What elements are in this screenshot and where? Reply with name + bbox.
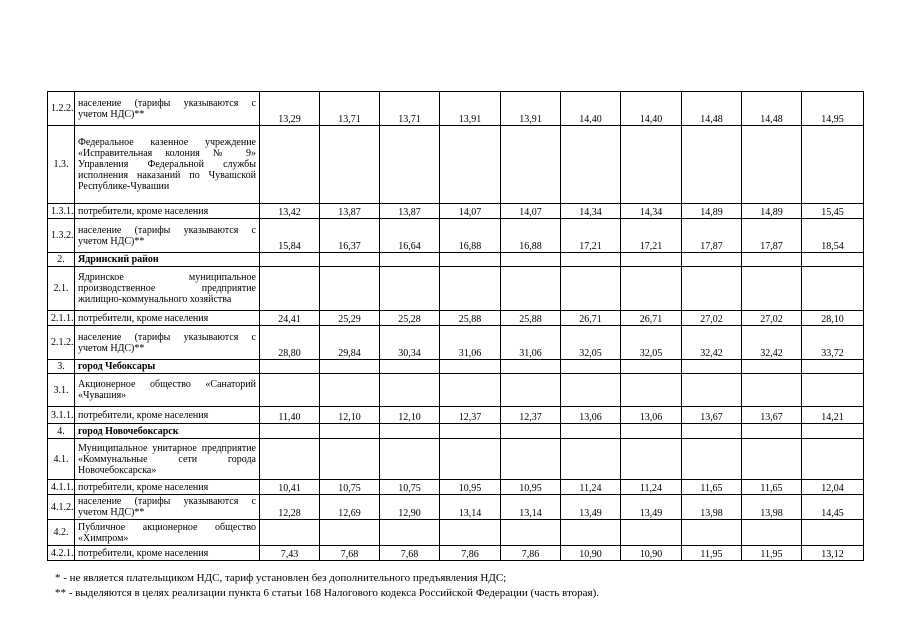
table-row: [48, 480, 864, 495]
tariff-value-cell: [561, 424, 621, 439]
row-number: 1.2.2.: [48, 92, 75, 126]
tariff-value-cell: [561, 439, 621, 480]
table-row: [48, 495, 864, 520]
tariff-value-cell: 33,72: [802, 326, 864, 360]
row-number: 1.3.: [48, 126, 75, 204]
tariff-value-cell: 14,34: [621, 204, 682, 219]
row-number: 3.1.1.: [48, 407, 75, 424]
tariff-value-cell: 17,21: [561, 219, 621, 253]
table-row: [48, 219, 864, 253]
tariff-value-cell: 28,80: [260, 326, 320, 360]
tariff-value-cell: [260, 439, 320, 480]
tariff-value-cell: 13,67: [682, 407, 742, 424]
tariff-value-cell: 17,87: [682, 219, 742, 253]
tariff-value-cell: [802, 126, 864, 204]
tariff-value-cell: [561, 360, 621, 374]
tariff-value-cell: 31,06: [501, 326, 561, 360]
tariff-value-cell: [621, 126, 682, 204]
tariff-value-cell: 17,87: [742, 219, 802, 253]
tariff-value-cell: 13,42: [260, 204, 320, 219]
tariff-value-cell: 11,24: [621, 480, 682, 495]
tariff-value-cell: 10,41: [260, 480, 320, 495]
tariff-value-cell: [621, 374, 682, 407]
tariff-value-cell: 32,42: [742, 326, 802, 360]
tariff-value-cell: 11,95: [742, 546, 802, 561]
tariff-value-cell: 13,71: [320, 92, 380, 126]
tariff-value-cell: [621, 360, 682, 374]
table-row: [48, 253, 864, 267]
tariff-value-cell: [682, 267, 742, 311]
tariff-value-cell: 11,40: [260, 407, 320, 424]
tariff-value-cell: [320, 424, 380, 439]
tariff-value-cell: [802, 520, 864, 546]
row-description: потребители, кроме населения: [75, 204, 260, 219]
tariff-value-cell: 18,54: [802, 219, 864, 253]
row-number: 4.2.1.: [48, 546, 75, 561]
row-number: 4.1.: [48, 439, 75, 480]
tariff-value-cell: [501, 424, 561, 439]
row-number: 3.: [48, 360, 75, 374]
tariff-value-cell: [802, 439, 864, 480]
row-description: население (тарифы указываются с учетом НДС)**: [75, 92, 260, 126]
row-description: Федеральное казенное учреждение «Исправительная колония № 9» Управления Федеральной службы исполнения наказаний по Чувашской Республике-Чувашии: [75, 126, 260, 204]
row-description: Муниципальное унитарное предприятие «Коммунальные сети города Новочебоксарска»: [75, 439, 260, 480]
tariff-value-cell: [380, 439, 440, 480]
tariff-value-cell: 14,95: [802, 92, 864, 126]
tariff-value-cell: [380, 520, 440, 546]
tariff-value-cell: 11,65: [682, 480, 742, 495]
tariff-value-cell: 26,71: [621, 311, 682, 326]
tariff-value-cell: [802, 253, 864, 267]
table-row: [48, 424, 864, 439]
tariff-value-cell: 32,05: [621, 326, 682, 360]
tariff-value-cell: 16,88: [440, 219, 501, 253]
row-description: население (тарифы указываются с учетом НДС)**: [75, 495, 260, 520]
row-number: 4.1.1.: [48, 480, 75, 495]
row-description: потребители, кроме населения: [75, 311, 260, 326]
tariff-value-cell: 13,98: [742, 495, 802, 520]
tariff-value-cell: [621, 253, 682, 267]
tariff-value-cell: [501, 267, 561, 311]
row-description: Публичное акционерное общество «Химпром»: [75, 520, 260, 546]
tariff-value-cell: 16,37: [320, 219, 380, 253]
tariff-value-cell: [561, 374, 621, 407]
tariff-value-cell: 13,71: [380, 92, 440, 126]
tariff-value-cell: 28,10: [802, 311, 864, 326]
tariff-value-cell: [682, 424, 742, 439]
tariff-value-cell: [802, 360, 864, 374]
tariff-value-cell: 13,14: [440, 495, 501, 520]
tariff-value-cell: [742, 253, 802, 267]
tariff-value-cell: 13,49: [561, 495, 621, 520]
tariff-value-cell: [561, 126, 621, 204]
tariff-value-cell: [260, 253, 320, 267]
tariff-value-cell: 31,06: [440, 326, 501, 360]
tariff-value-cell: [802, 267, 864, 311]
table-row: [48, 360, 864, 374]
tariff-value-cell: 14,48: [682, 92, 742, 126]
tariff-value-cell: [380, 374, 440, 407]
tariff-value-cell: 11,95: [682, 546, 742, 561]
tariff-value-cell: 12,10: [320, 407, 380, 424]
tariff-value-cell: [440, 126, 501, 204]
tariff-value-cell: [260, 424, 320, 439]
tariff-value-cell: [440, 253, 501, 267]
tariff-value-cell: [621, 439, 682, 480]
tariff-value-cell: 29,84: [320, 326, 380, 360]
tariff-value-cell: [501, 439, 561, 480]
row-number: 4.1.2.: [48, 495, 75, 520]
tariff-value-cell: [260, 374, 320, 407]
tariff-value-cell: [742, 439, 802, 480]
row-number: 2.1.1.: [48, 311, 75, 326]
tariff-value-cell: 25,88: [501, 311, 561, 326]
tariff-value-cell: [802, 374, 864, 407]
tariff-value-cell: 14,34: [561, 204, 621, 219]
tariff-value-cell: [742, 374, 802, 407]
tariff-value-cell: 10,75: [320, 480, 380, 495]
tariff-value-cell: [440, 267, 501, 311]
footnote-vat-allocated: ** - выделяются в целях реализации пункта 6 статьи 168 Налогового кодекса Российской Федерации (часть вторая).: [55, 587, 599, 599]
footnote-vat-exempt: * - не является плательщиком НДС, тариф установлен без дополнительного предъявления НДС;: [55, 572, 507, 584]
tariff-value-cell: 15,45: [802, 204, 864, 219]
tariff-value-cell: 27,02: [742, 311, 802, 326]
tariff-value-cell: [440, 374, 501, 407]
tariff-value-cell: 13,91: [440, 92, 501, 126]
table-row: [48, 326, 864, 360]
tariff-value-cell: 13,12: [802, 546, 864, 561]
tariff-value-cell: [682, 374, 742, 407]
tariff-value-cell: [561, 267, 621, 311]
tariff-value-cell: [742, 126, 802, 204]
tariff-value-cell: [440, 424, 501, 439]
tariff-value-cell: [380, 126, 440, 204]
tariff-value-cell: 13,29: [260, 92, 320, 126]
tariff-value-cell: 10,75: [380, 480, 440, 495]
tariff-value-cell: 12,28: [260, 495, 320, 520]
tariff-value-cell: [561, 520, 621, 546]
tariff-value-cell: 14,89: [742, 204, 802, 219]
tariff-value-cell: 24,41: [260, 311, 320, 326]
tariff-value-cell: [682, 360, 742, 374]
tariff-value-cell: [682, 253, 742, 267]
table-row: [48, 92, 864, 126]
tariff-value-cell: [380, 253, 440, 267]
tariff-value-cell: 16,88: [501, 219, 561, 253]
table-row: [48, 546, 864, 561]
tariff-value-cell: 7,86: [501, 546, 561, 561]
tariff-value-cell: 13,87: [380, 204, 440, 219]
row-description: потребители, кроме населения: [75, 546, 260, 561]
tariff-table-body: [48, 92, 864, 561]
footnotes: [55, 571, 599, 601]
tariff-value-cell: [320, 374, 380, 407]
tariff-value-cell: 14,21: [802, 407, 864, 424]
tariff-value-cell: [260, 126, 320, 204]
tariff-value-cell: 13,06: [621, 407, 682, 424]
tariff-value-cell: 13,98: [682, 495, 742, 520]
tariff-value-cell: 25,28: [380, 311, 440, 326]
tariff-value-cell: [682, 126, 742, 204]
tariff-value-cell: [320, 439, 380, 480]
tariff-value-cell: [320, 267, 380, 311]
tariff-value-cell: 7,86: [440, 546, 501, 561]
tariff-value-cell: [320, 253, 380, 267]
tariff-value-cell: 10,90: [561, 546, 621, 561]
tariff-value-cell: 14,40: [561, 92, 621, 126]
tariff-value-cell: [440, 360, 501, 374]
row-number: 2.: [48, 253, 75, 267]
row-number: 2.1.: [48, 267, 75, 311]
tariff-value-cell: [501, 126, 561, 204]
tariff-value-cell: 17,21: [621, 219, 682, 253]
tariff-value-cell: 13,91: [501, 92, 561, 126]
tariff-value-cell: 12,04: [802, 480, 864, 495]
row-description: город Чебоксары: [75, 360, 260, 374]
row-description: Ядринский район: [75, 253, 260, 267]
tariff-value-cell: [320, 126, 380, 204]
table-row: [48, 520, 864, 546]
tariff-value-cell: 10,95: [501, 480, 561, 495]
table-row: [48, 267, 864, 311]
row-description: Акционерное общество «Санаторий «Чувашия»: [75, 374, 260, 407]
row-number: 4.: [48, 424, 75, 439]
tariff-value-cell: [380, 360, 440, 374]
tariff-value-cell: [260, 360, 320, 374]
tariff-value-cell: 32,42: [682, 326, 742, 360]
tariff-value-cell: [380, 267, 440, 311]
tariff-value-cell: [682, 520, 742, 546]
tariff-table: [47, 91, 864, 561]
tariff-value-cell: 25,88: [440, 311, 501, 326]
tariff-value-cell: [501, 520, 561, 546]
tariff-value-cell: 14,40: [621, 92, 682, 126]
tariff-value-cell: 14,07: [501, 204, 561, 219]
row-number: 1.3.2.: [48, 219, 75, 253]
tariff-value-cell: 13,49: [621, 495, 682, 520]
tariff-value-cell: 7,68: [320, 546, 380, 561]
tariff-value-cell: 11,65: [742, 480, 802, 495]
tariff-value-cell: [621, 424, 682, 439]
tariff-value-cell: [260, 267, 320, 311]
table-row: [48, 311, 864, 326]
tariff-value-cell: [440, 439, 501, 480]
tariff-value-cell: [380, 424, 440, 439]
tariff-value-cell: 14,07: [440, 204, 501, 219]
row-number: 2.1.2.: [48, 326, 75, 360]
row-description: потребители, кроме населения: [75, 407, 260, 424]
row-description: население (тарифы указываются с учетом НДС)**: [75, 326, 260, 360]
tariff-value-cell: 30,34: [380, 326, 440, 360]
row-description: население (тарифы указываются с учетом НДС)**: [75, 219, 260, 253]
table-row: [48, 126, 864, 204]
tariff-value-cell: [501, 253, 561, 267]
tariff-value-cell: 13,06: [561, 407, 621, 424]
tariff-value-cell: 13,14: [501, 495, 561, 520]
tariff-value-cell: [320, 520, 380, 546]
tariff-value-cell: 14,45: [802, 495, 864, 520]
tariff-value-cell: [440, 520, 501, 546]
tariff-value-cell: [501, 374, 561, 407]
tariff-value-cell: [742, 424, 802, 439]
table-row: [48, 374, 864, 407]
tariff-value-cell: [501, 360, 561, 374]
tariff-value-cell: 7,68: [380, 546, 440, 561]
row-number: 1.3.1.: [48, 204, 75, 219]
row-description: потребители, кроме населения: [75, 480, 260, 495]
tariff-value-cell: 10,95: [440, 480, 501, 495]
tariff-value-cell: 12,37: [501, 407, 561, 424]
table-row: [48, 439, 864, 480]
tariff-value-cell: 12,90: [380, 495, 440, 520]
tariff-value-cell: 11,24: [561, 480, 621, 495]
tariff-value-cell: [742, 267, 802, 311]
tariff-value-cell: 27,02: [682, 311, 742, 326]
tariff-value-cell: [682, 439, 742, 480]
tariff-value-cell: [320, 360, 380, 374]
tariff-value-cell: 16,64: [380, 219, 440, 253]
tariff-value-cell: 7,43: [260, 546, 320, 561]
row-number: 4.2.: [48, 520, 75, 546]
tariff-value-cell: 25,29: [320, 311, 380, 326]
tariff-value-cell: 12,10: [380, 407, 440, 424]
tariff-value-cell: 14,48: [742, 92, 802, 126]
table-row: [48, 407, 864, 424]
tariff-value-cell: [742, 360, 802, 374]
tariff-value-cell: 14,89: [682, 204, 742, 219]
row-number: 3.1.: [48, 374, 75, 407]
tariff-value-cell: [621, 520, 682, 546]
tariff-value-cell: [561, 253, 621, 267]
row-description: Ядринское муниципальное производственное предприятие жилищно-коммунального хозяйства: [75, 267, 260, 311]
tariff-value-cell: 13,87: [320, 204, 380, 219]
tariff-value-cell: [742, 520, 802, 546]
tariff-value-cell: 26,71: [561, 311, 621, 326]
tariff-value-cell: 32,05: [561, 326, 621, 360]
tariff-value-cell: 10,90: [621, 546, 682, 561]
tariff-value-cell: 12,37: [440, 407, 501, 424]
tariff-value-cell: [260, 520, 320, 546]
row-description: город Новочебоксарск: [75, 424, 260, 439]
tariff-value-cell: 15,84: [260, 219, 320, 253]
table-row: [48, 204, 864, 219]
tariff-value-cell: 13,67: [742, 407, 802, 424]
tariff-value-cell: [802, 424, 864, 439]
tariff-value-cell: [621, 267, 682, 311]
tariff-value-cell: 12,69: [320, 495, 380, 520]
